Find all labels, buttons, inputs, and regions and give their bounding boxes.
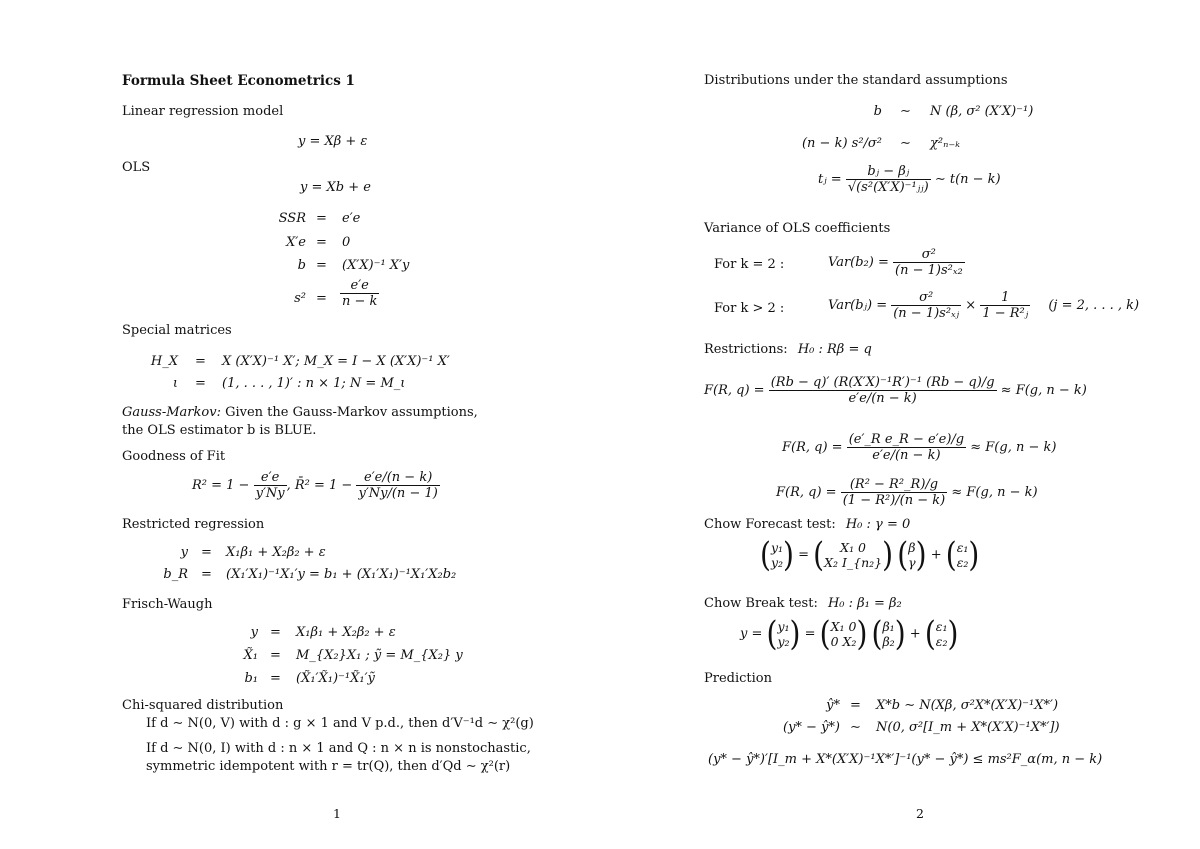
eq-ssr-lhs: SSR [278, 211, 306, 226]
eq-ssr-rhs: e′e [342, 211, 361, 226]
heading-ols: OLS [122, 160, 151, 175]
gauss-markov-line1 [122, 405, 478, 421]
eq-iota-lhs: ι [172, 376, 178, 391]
eq-b-lhs: b [297, 258, 306, 273]
eq-rr1-sign: = [201, 545, 212, 560]
eq-fw3-rhs: (X̃₁′X̃₁)⁻¹X̃₁′ỹ [296, 671, 375, 686]
eq-fw2-lhs: X̃₁ [243, 648, 258, 663]
var-k2-label: For k = 2 : [714, 257, 785, 272]
heading-restricted-regression: Restricted regression [122, 517, 265, 532]
eq-var-k2: Var(b₂) = $\frac{\text{σ²}}{\text{(n − 1)s²ₓ₂}}$ [828, 247, 963, 278]
chow-forecast-line [704, 517, 910, 533]
eq-rr1-lhs: y [180, 545, 188, 560]
chow-break-label: Chow Break test: [704, 596, 818, 611]
eq-b-sign: = [316, 258, 327, 273]
eq-f-stat-1: F(R, q) = $\frac{\text{(Rb − q)′ (R(X′X)⁻¹R′)⁻¹ (Rb − q)/g}}{e'e/(n - k)}$ ≈ F(g, n − k) [704, 375, 1087, 406]
eq-xe-rhs: 0 [342, 235, 351, 250]
eq-b-rhs: (X′X)⁻¹ X′y [342, 258, 410, 273]
eq-pred2-sim: ∼ [850, 720, 861, 735]
eq-iota-rhs: (1, . . . , 1)′ : n × 1; N = M_ι [222, 376, 406, 391]
chow-forecast-label: Chow Forecast test: [704, 517, 836, 532]
eq-s2-sign: = [316, 291, 327, 306]
eq-rr1-rhs: X₁β₁ + X₂β₂ + ε [226, 545, 326, 560]
eq-rr2-rhs: (X₁′X₁)⁻¹X₁′y = b₁ + (X₁′X₁)⁻¹X₁′X₂b₂ [226, 567, 457, 582]
chi-statement-3: symmetric idempotent with r = tr(Q), then d′Qd ∼ χ²(r) [146, 759, 511, 774]
eq-var-k-general: Var(bⱼ) = $\frac{\text{σ²}}{\text{(n − 1)s²ₓⱼ}}$ × $\frac{1}{\text{1 − R²ⱼ}}$ (j = 2, . . . , k) [828, 290, 1140, 321]
eq-chow-forecast: ( y₁ y₂ ) = ( X₁ 0 X₂ I_{n₂} ) ( β γ ) + ( ε₁ ε₂ ) [760, 534, 980, 575]
heading-prediction: Prediction [704, 671, 772, 686]
page-number-2: 2 [916, 806, 924, 821]
eq-s2-dist-rhs: χ²ₙ₋ₖ [930, 136, 960, 151]
eq-s2-lhs: s² [294, 291, 306, 306]
eq-pred2-lhs: (y* − ŷ*) [783, 720, 840, 735]
eq-ssr-sign: = [316, 211, 327, 226]
restrictions-line [704, 342, 872, 358]
gauss-markov-title: Gauss-Markov: [122, 405, 221, 420]
eq-b-dist-rhs: N (β, σ² (X′X)⁻¹) [930, 104, 1034, 119]
eq-fw1-rhs: X₁β₁ + X₂β₂ + ε [296, 625, 396, 640]
chow-break-line [704, 596, 902, 612]
page-2 [600, 0, 1200, 849]
eq-fw1-sign: = [270, 625, 281, 640]
eq-pred2-rhs: N(0, σ²[I_m + X*(X′X)⁻¹X*′]) [876, 720, 1060, 735]
chow-break-hypothesis: H₀ : β₁ = β₂ [827, 596, 902, 611]
eq-f-stat-3: F(R, q) = $\frac{\text{(R² − R²\_R)/g}}{\text{(1 − R²)/(n − k)}}$ ≈ F(g, n − k) [776, 477, 1038, 508]
page-number-1: 1 [333, 806, 341, 821]
eq-rr2-lhs: b_R [163, 567, 188, 582]
eq-chow-break: y = ( y₁ y₂ ) = ( X₁ 0 0 X₂ ) ( β₁ β₂ ) + ( ε₁ ε₂ ) [740, 613, 959, 654]
eq-iota-sign: = [195, 376, 206, 391]
eq-fw3-sign: = [270, 671, 281, 686]
heading-linear-regression: Linear regression model [122, 104, 284, 119]
eq-xe-lhs: X′e [286, 235, 306, 250]
heading-distributions: Distributions under the standard assumptions [704, 73, 1008, 88]
restrictions-hypothesis: H₀ : Rβ = q [797, 342, 872, 357]
eq-b-dist-sim: ∼ [900, 104, 911, 119]
eq-pred3: (y* − ŷ*)′[I_m + X*(X′X)⁻¹X*′]⁻¹(y* − ŷ*) ≤ ms²F_α(m, n − k) [708, 752, 1103, 767]
eq-b-dist-lhs: b [873, 104, 882, 119]
eq-xe-sign: = [316, 235, 327, 250]
chi-statement-1: If d ∼ N(0, V) with d : g × 1 and V p.d., then d′V⁻¹d ∼ χ²(g) [146, 716, 534, 731]
eq-t-stat: tⱼ = $\frac{\text{bⱼ − βⱼ}}{\text{√(s²(X′X)⁻¹ⱼⱼ)}}$ ∼ t(n − k) [818, 164, 1001, 195]
eq-pred1-lhs: ŷ* [826, 698, 840, 713]
var-k-general-label: For k > 2 : [714, 301, 785, 316]
eq-pred1-rhs: X*b ∼ N(Xβ, σ²X*(X′X)⁻¹X*′) [876, 698, 1059, 713]
eq-ols-model: y = Xb + e [300, 180, 371, 195]
chi-statement-2: If d ∼ N(0, I) with d : n × 1 and Q : n × n is nonstochastic, [146, 741, 531, 756]
eq-fw1-lhs: y [250, 625, 258, 640]
eq-pred1-sign: = [850, 698, 861, 713]
eq-hx-lhs: H_X [150, 354, 178, 369]
sheet-title: Formula Sheet Econometrics 1 [122, 73, 355, 89]
eq-s2-frac: $\frac{e'e}{n - k}$ [342, 278, 378, 309]
heading-chi-squared: Chi-squared distribution [122, 698, 284, 713]
gauss-markov-line2: the OLS estimator b is BLUE. [122, 423, 317, 438]
eq-hx-sign: = [195, 354, 206, 369]
heading-special-matrices: Special matrices [122, 323, 232, 338]
eq-linear-model: y = Xβ + ε [298, 134, 368, 149]
eq-fw2-sign: = [270, 648, 281, 663]
eq-r-squared: R² = 1 − $\frac{e'e}{y'Ny}$ , R̄² = 1 − $\frac{e'e/(n - k)}{y'Ny/(n - 1)}$ [192, 470, 438, 501]
eq-f-stat-2: F(R, q) = $\frac{\text{(e′\_R e\_R − e′e)/g}}{e'e/(n - k)}$ ≈ F(g, n − k) [782, 432, 1057, 463]
eq-rr2-sign: = [201, 567, 212, 582]
heading-frisch-waugh: Frisch-Waugh [122, 597, 213, 612]
chow-forecast-hypothesis: H₀ : γ = 0 [845, 517, 911, 532]
eq-s2-dist-lhs: (n − k) s²/σ² [801, 136, 882, 151]
heading-goodness-of-fit: Goodness of Fit [122, 449, 226, 464]
eq-hx-rhs: X (X′X)⁻¹ X′; M_X = I − X (X′X)⁻¹ X′ [222, 354, 450, 369]
eq-fw3-lhs: b₁ [244, 671, 258, 686]
restrictions-label: Restrictions: [704, 342, 788, 357]
heading-variance-ols: Variance of OLS coefficients [704, 221, 891, 236]
gauss-markov-text1: Given the Gauss-Markov assumptions, [220, 405, 478, 420]
eq-fw2-rhs: M_{X₂}X₁ ; ỹ = M_{X₂} y [296, 648, 463, 663]
eq-s2-dist-sim: ∼ [900, 136, 911, 151]
